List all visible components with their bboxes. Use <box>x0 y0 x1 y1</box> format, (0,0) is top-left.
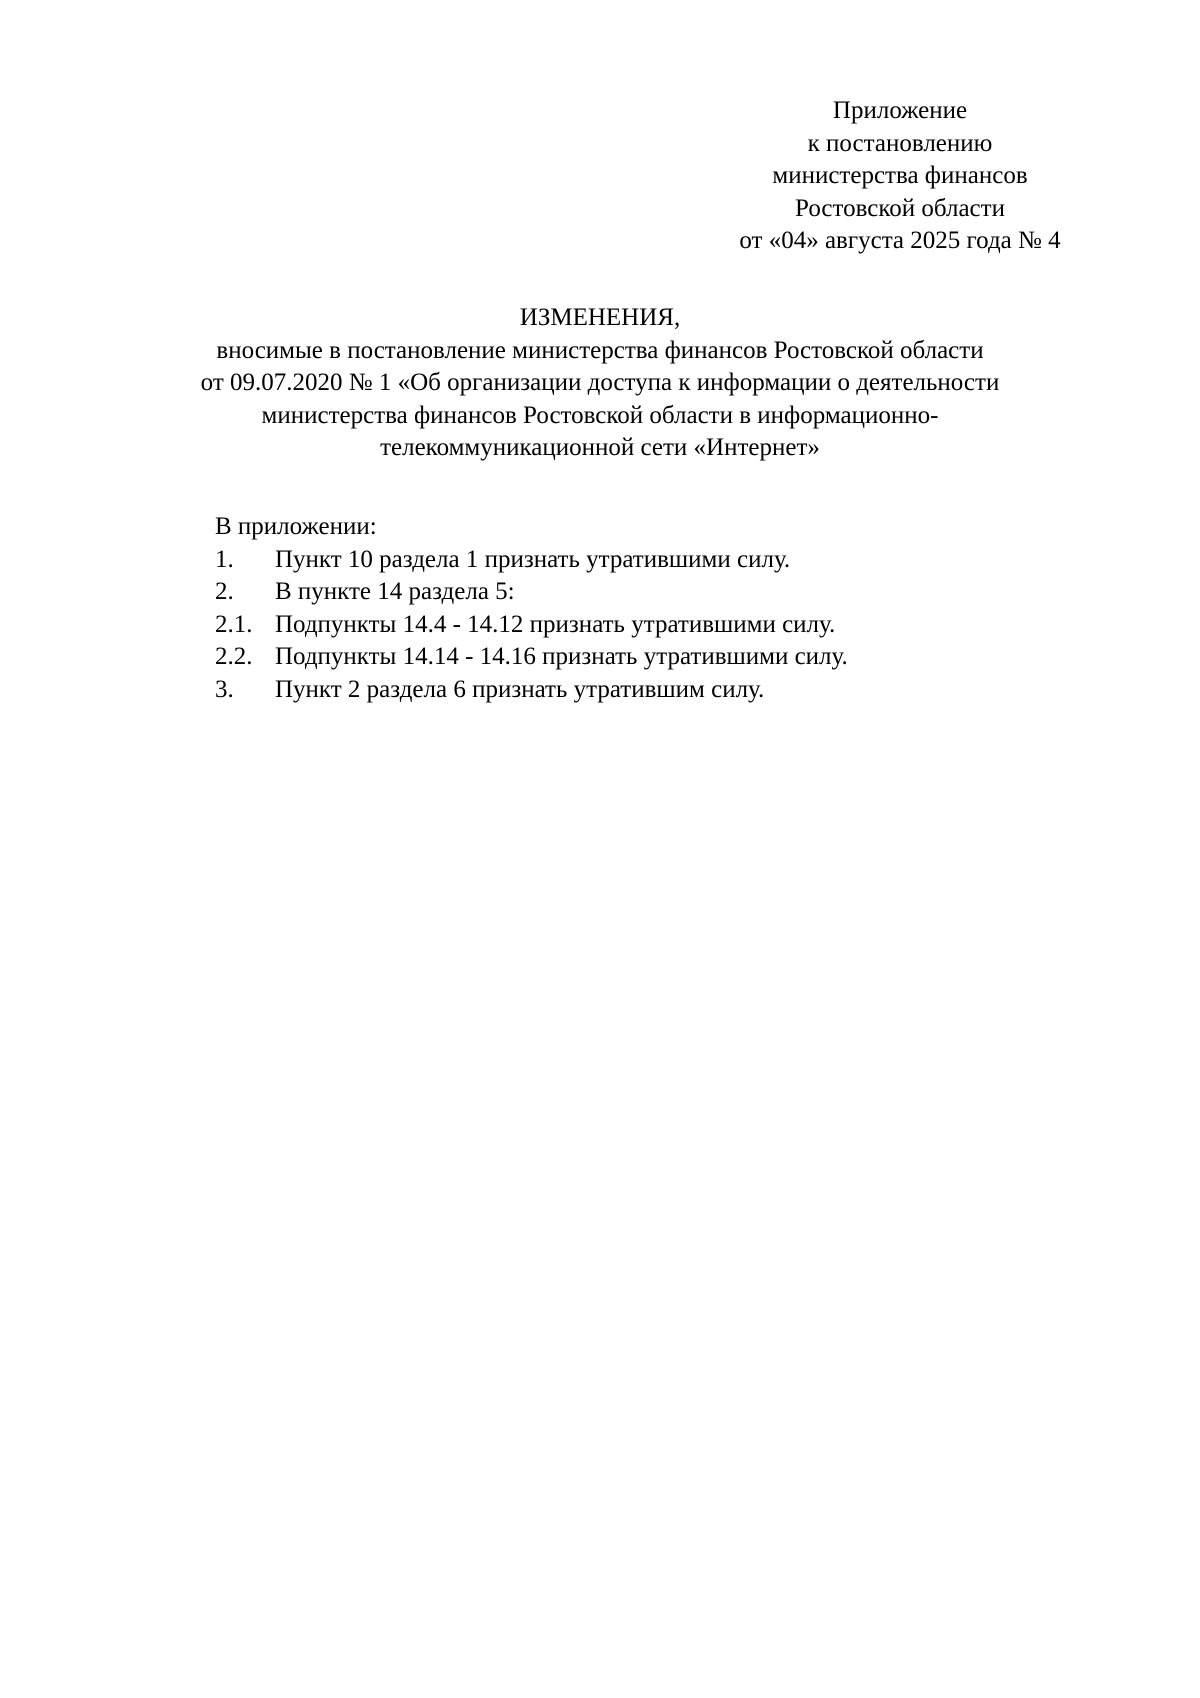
list-item <box>215 674 1095 707</box>
list-item <box>215 576 1095 609</box>
item-text: Подпункты 14.4 - 14.12 признать утратившими силу. <box>275 610 836 638</box>
item-number: 2.2. <box>215 643 253 670</box>
item-text: Пункт 2 раздела 6 признать утратившим силу. <box>275 675 765 703</box>
appendix-line: к постановлению <box>807 129 993 157</box>
title-line: от 09.07.2020 № 1 «Об организации доступа к информации о деятельности <box>200 369 1000 396</box>
title-line: министерства финансов Ростовской области в информационно- <box>261 401 939 429</box>
item-number: 3. <box>215 675 234 703</box>
title-line: вносимые в постановление министерства финансов Ростовской области <box>216 336 984 364</box>
appendix-line: Ростовской области <box>795 194 1005 222</box>
list-item <box>215 544 1095 577</box>
item-number: 2. <box>215 578 234 605</box>
title-line: телекоммуникационной сети «Интернет» <box>380 434 820 461</box>
item-number: 1. <box>215 545 234 573</box>
appendix-line: министерства финансов <box>772 162 1028 189</box>
appendix-line: Приложение <box>832 97 968 124</box>
body-intro: В приложении: <box>215 513 377 540</box>
document-title <box>100 302 1100 465</box>
appendix-block <box>700 95 1100 258</box>
item-text: Пункт 10 раздела 1 признать утратившими силу. <box>275 545 791 573</box>
item-number: 2.1. <box>215 610 253 638</box>
list-item <box>215 609 1095 642</box>
item-text: Подпункты 14.14 - 14.16 признать утратившими силу. <box>275 643 848 670</box>
list-item <box>215 641 1095 674</box>
appendix-date-line: от «04» августа 2025 года № 4 <box>739 227 1061 254</box>
title-heading: ИЗМЕНЕНИЯ, <box>519 304 681 331</box>
item-text: В пункте 14 раздела 5: <box>275 578 515 605</box>
document-body <box>215 511 1095 706</box>
